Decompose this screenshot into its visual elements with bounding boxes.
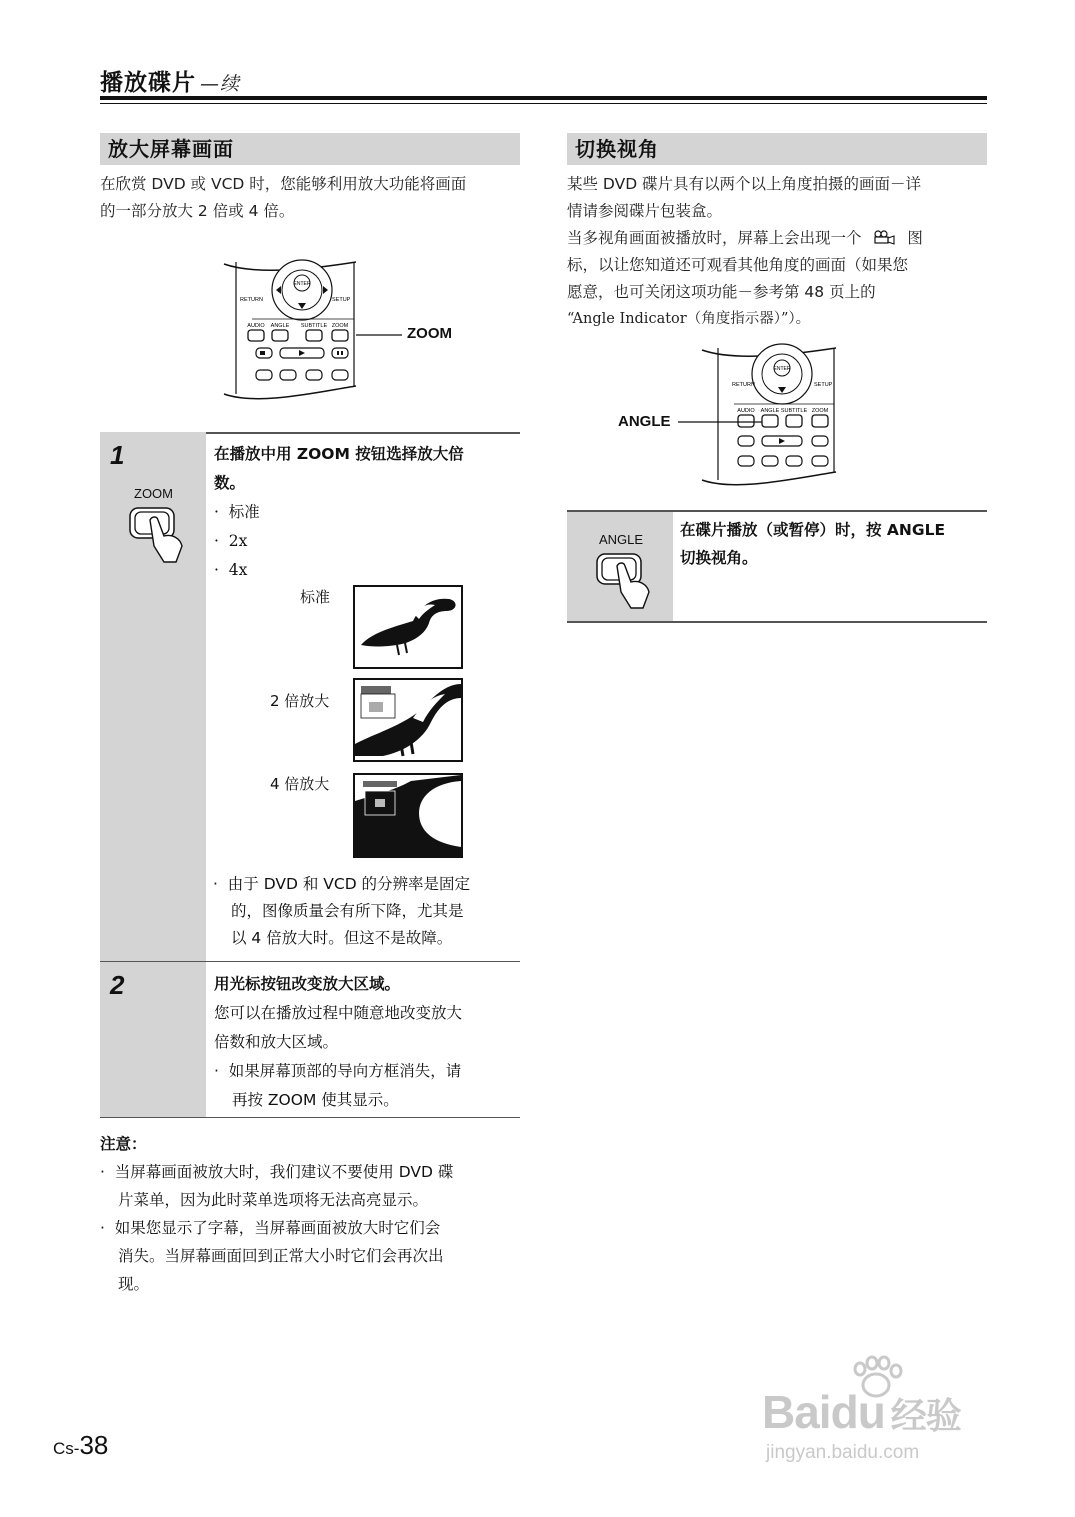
step-number: 1: [110, 440, 125, 470]
hand-press-angle-icon: [595, 550, 665, 610]
step-2-content: [206, 962, 520, 1117]
note-text: 当屏幕画面被放大时，我们建议不要使用 DVD 碟: [114, 1163, 454, 1181]
toucan-2x-image: [353, 678, 463, 762]
zoom-notes: [100, 1130, 520, 1298]
zoom-intro-line: 的一部分放大 2 倍或 4 倍。: [100, 202, 295, 220]
remote-return-label: RETURN: [240, 297, 263, 303]
remote-enter-label: ENTER: [293, 281, 311, 287]
step-2-body-line: 您可以在播放过程中随意地改变放大: [214, 1004, 463, 1022]
hand-press-zoom-icon: [128, 504, 198, 564]
angle-intro-line: 标，以让您知道还可观看其他角度的画面（如果您: [567, 256, 909, 274]
remote-angle-label: ANGLE: [270, 323, 290, 329]
zoom-button-label: ZOOM: [134, 486, 173, 501]
step-1-note-line: 的，图像质量会有所下降，尤其是: [231, 902, 464, 920]
toucan-normal-image: [353, 585, 463, 669]
note-text: 片菜单，因为此时菜单选项将无法高亮显示。: [118, 1191, 429, 1209]
step-2-sidebar: [100, 962, 206, 1117]
step-number: 2: [110, 970, 125, 1000]
step-2-note: · 如果屏幕顶部的导向方框消失，请: [214, 1062, 462, 1080]
remote-audio-label: AUDIO: [737, 408, 755, 414]
step-1-title: [214, 440, 514, 498]
note-item: · 当屏幕画面被放大时，我们建议不要使用 DVD 碟: [100, 1163, 454, 1181]
angle-section-heading: 切换视角: [567, 133, 987, 165]
step-1-sidebar: [100, 432, 206, 961]
step-2: [100, 962, 520, 1118]
angle-callout-label: ANGLE: [618, 413, 671, 430]
remote-zoom-button: [332, 330, 348, 341]
zoom-callout-label: ZOOM: [407, 325, 452, 342]
zoom-option-text: 4x: [228, 561, 248, 579]
angle-step-sidebar: [567, 512, 673, 622]
step-1-note-text: 由于 DVD 和 VCD 的分辨率是固定: [227, 875, 471, 893]
page-number-value: 38: [79, 1430, 109, 1460]
angle-step-line: 切换视角。: [680, 549, 758, 567]
angle-step-line: 在碟片播放（或暂停）时，按 ANGLE: [680, 521, 946, 539]
zoom-option: · 标准: [214, 503, 260, 521]
step-1-note-line: · 由于 DVD 和 VCD 的分辨率是固定: [213, 875, 471, 893]
remote-subtitle-button: [306, 330, 322, 341]
note-text: 如果您显示了字幕，当屏幕画面被放大时它们会: [114, 1219, 441, 1237]
page-number: [53, 1430, 108, 1461]
angle-intro-line: 愿意，也可关闭这项功能－参考第 48 页上的: [567, 283, 876, 301]
remote-setup-label: SETUP: [814, 382, 833, 388]
watermark-brand3: 经验: [890, 1395, 961, 1436]
step-1-note: [213, 871, 518, 952]
page-number-prefix: Cs-: [53, 1439, 80, 1458]
zoom-2x-label: 2 倍放大: [270, 692, 330, 710]
watermark-brand2: du: [830, 1386, 885, 1438]
notes-title: 注意：: [100, 1135, 147, 1153]
remote-angle-illustration: [676, 342, 856, 492]
watermark-brand: Bai: [762, 1386, 831, 1438]
angle-intro-text: 图: [907, 229, 923, 247]
remote-subtitle-label: SUBTITLE: [780, 408, 808, 414]
remote-setup-label: SETUP: [332, 297, 351, 303]
remote-return-label: RETURN: [732, 382, 755, 388]
watermark-paw-icon: [846, 1355, 906, 1399]
angle-intro-line: “Angle Indicator（角度指示器）”）。: [567, 311, 811, 327]
step-2-body-line: 倍数和放大区域。: [214, 1033, 339, 1051]
zoom-option: · 4x: [214, 561, 248, 579]
watermark-url: jingyan.baidu.com: [766, 1442, 920, 1463]
remote-enter-label: ENTER: [773, 366, 791, 372]
note-item: · 如果您显示了字幕，当屏幕画面被放大时它们会: [100, 1219, 441, 1237]
angle-intro-text: 当多视角画面被播放时，屏幕上会出现一个: [567, 229, 862, 247]
angle-step-bottom-rule: [567, 621, 987, 623]
toucan-4x-image: [353, 773, 463, 858]
remote-angle-button: [272, 330, 288, 341]
step-2-note-line: 再按 ZOOM 使其显示。: [232, 1091, 399, 1109]
remote-audio-button: [248, 330, 264, 341]
zoom-intro: [100, 171, 520, 225]
angle-intro-line: [567, 225, 987, 252]
camera-angle-icon: [870, 229, 898, 245]
step-1-title-line: 数。: [214, 474, 246, 492]
remote-subtitle-label: SUBTITLE: [300, 323, 328, 329]
remote-zoom-label: ZOOM: [331, 323, 349, 329]
zoom-4x-label: 4 倍放大: [270, 775, 330, 793]
angle-step-text: [680, 516, 985, 572]
page-title-text: 播放碟片: [100, 70, 196, 96]
remote-audio-label: AUDIO: [247, 323, 265, 329]
page-title-continued: —续: [200, 73, 241, 95]
zoom-section-heading: 放大屏幕画面: [100, 133, 520, 165]
zoom-option-text: 标准: [228, 503, 260, 521]
step-1-title-line: 在播放中用 ZOOM 按钮选择放大倍: [214, 445, 464, 463]
step-2-title: 用光标按钮改变放大区域。: [214, 975, 401, 993]
angle-intro-line: 情请参阅碟片包装盒。: [567, 202, 723, 220]
zoom-intro-line: 在欣赏 DVD 或 VCD 时，您能够利用放大功能将画面: [100, 175, 467, 193]
remote-angle-label: ANGLE: [760, 408, 780, 414]
angle-button-label: ANGLE: [599, 532, 644, 547]
zoom-option: · 2x: [214, 532, 248, 550]
step-1-note-line: 以 4 倍放大时。但这不是故障。: [231, 929, 453, 947]
angle-intro: [567, 171, 987, 333]
remote-zoom-label: ZOOM: [811, 408, 829, 414]
zoom-normal-label: 标准: [300, 588, 331, 606]
angle-intro-line: 某些 DVD 碟片具有以两个以上角度拍摄的画面－详: [567, 175, 922, 193]
note-text: 现。: [118, 1275, 150, 1293]
step-2-note-line: 如果屏幕顶部的导向方框消失，请: [228, 1062, 462, 1080]
zoom-option-text: 2x: [228, 532, 248, 550]
header-rule-thin: [100, 103, 987, 104]
page-title: [100, 64, 240, 97]
header-rule: [100, 96, 987, 100]
note-text: 消失。当屏幕画面回到正常大小时它们会再次出: [118, 1247, 444, 1265]
